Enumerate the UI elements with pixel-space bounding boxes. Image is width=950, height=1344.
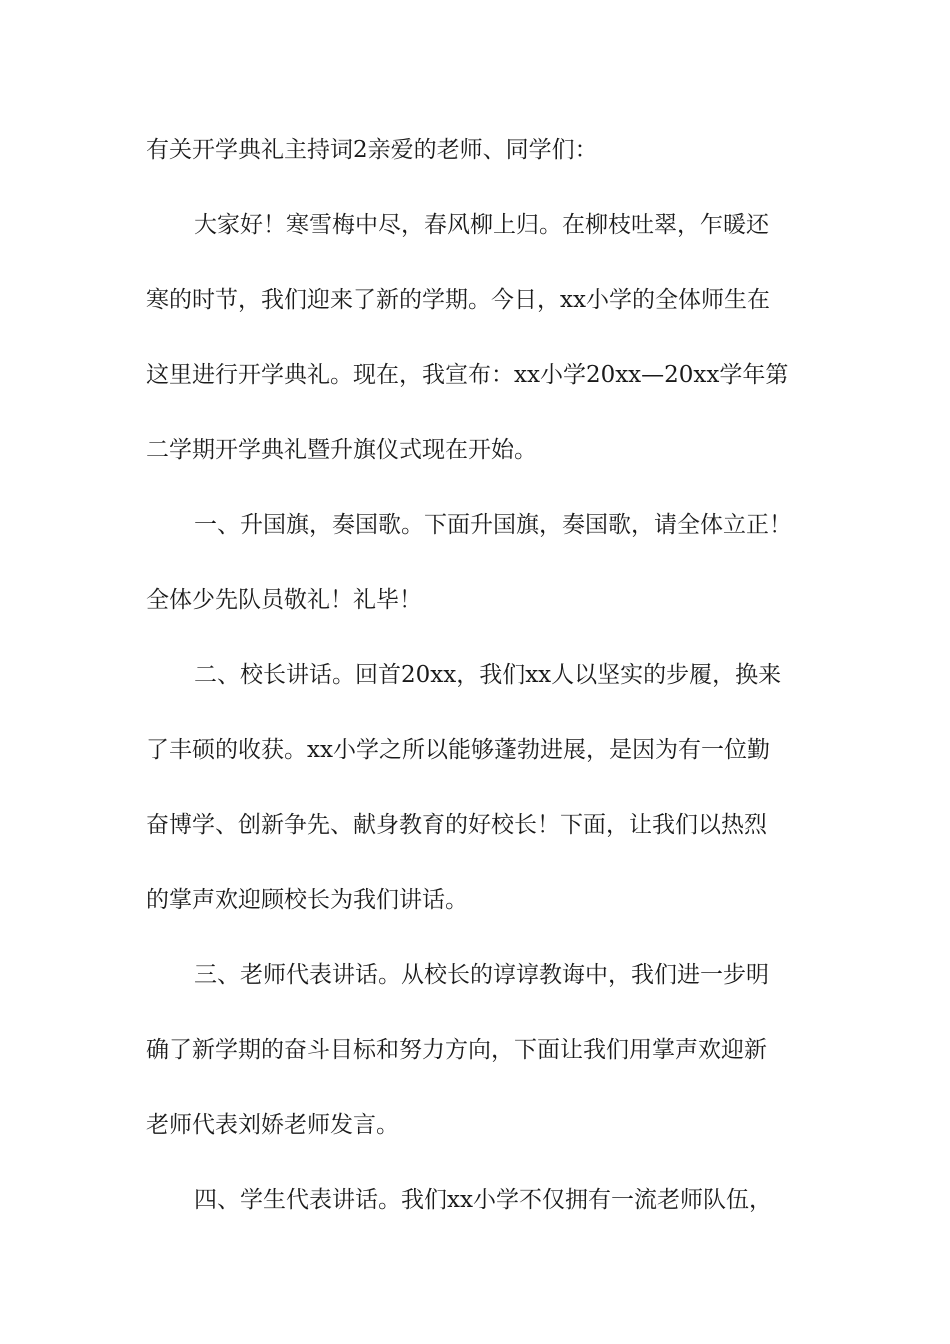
text-line: 奋博学、创新争先、献身教育的好校长！下面，让我们以热烈 xyxy=(146,812,767,838)
text-line: 大家好！寒雪梅中尽，春风柳上归。在柳枝吐翠，乍暖还 xyxy=(194,212,769,238)
text-line: 老师代表刘娇老师发言。 xyxy=(146,1112,399,1138)
text-line: 二学期开学典礼暨升旗仪式现在开始。 xyxy=(146,437,537,463)
text-line: 这里进行开学典礼。现在，我宣布：xx小学20xx—20xx学年第 xyxy=(146,362,789,388)
text-line: 三、老师代表讲话。从校长的谆谆教诲中，我们进一步明 xyxy=(194,962,769,988)
text-line: 二、校长讲话。回首20xx，我们xx人以坚实的步履，换来 xyxy=(194,662,782,688)
text-line: 了丰硕的收获。xx小学之所以能够蓬勃进展，是因为有一位勤 xyxy=(146,737,770,763)
text-line: 四、学生代表讲话。我们xx小学不仅拥有一流老师队伍， xyxy=(194,1187,772,1213)
text-line: 一、升国旗，奏国歌。下面升国旗，奏国歌，请全体立正！ xyxy=(194,512,792,538)
text-line: 寒的时节，我们迎来了新的学期。今日，xx小学的全体师生在 xyxy=(146,287,770,313)
text-line: 确了新学期的奋斗目标和努力方向，下面让我们用掌声欢迎新 xyxy=(146,1037,767,1063)
text-line: 全体少先队员敬礼！礼毕！ xyxy=(146,587,422,613)
text-line: 有关开学典礼主持词2亲爱的老师、同学们： xyxy=(146,137,598,163)
text-line: 的掌声欢迎顾校长为我们讲话。 xyxy=(146,887,468,913)
